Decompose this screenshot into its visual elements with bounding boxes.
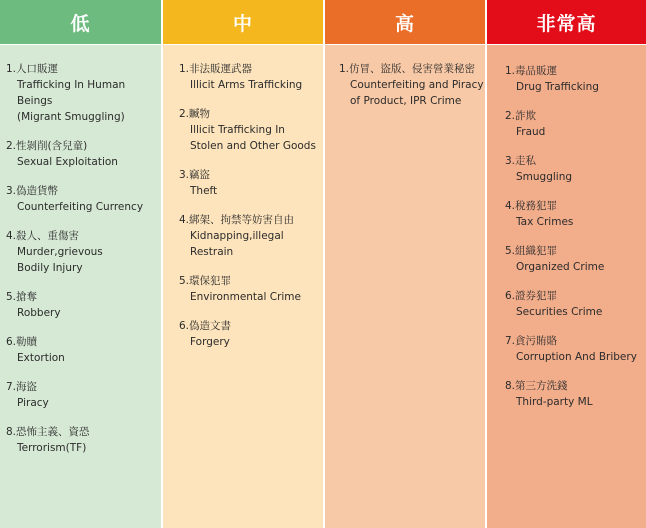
crime-item-english-label: Environmental Crime [190,291,301,303]
crime-item-chinese-label: 2.贓物 [179,108,211,120]
crime-item [6,183,161,215]
crime-item-chinese-label: 2.性剝削(含兒童) [6,140,88,152]
crime-item-chinese-label: 4.殺人、重傷害 [6,230,80,242]
crime-item-english-label: Illicit Arms Trafficking [190,79,303,91]
crime-item-english-label: Counterfeiting Currency [17,201,144,213]
crime-item-chinese-label: 7.貪污賄賂 [505,335,558,347]
crime-item [505,243,646,275]
crime-item [179,318,323,350]
item-list-high [325,45,485,109]
crime-item [6,379,161,411]
crime-item-chinese-label: 6.證券犯罪 [505,290,558,302]
crime-item-english-label: Terrorism(TF) [17,442,87,454]
crime-item-english-label: Trafficking In Human Beings (Migrant Smuggling) [17,79,126,123]
crime-item-chinese-label: 3.走私 [505,155,537,167]
crime-item-english-label: Robbery [17,307,61,319]
crime-item-chinese-label: 2.詐欺 [505,110,537,122]
crime-item [339,61,485,109]
crime-item [505,108,646,140]
crime-item-english-label: Organized Crime [516,261,605,273]
crime-item-english-label: Securities Crime [516,306,603,318]
crime-item-english-label: Tax Crimes [516,216,574,228]
crime-item-chinese-label: 4.綁架、拘禁等妨害自由 [179,214,295,226]
crime-item-chinese-label: 5.組織犯罪 [505,245,558,257]
column-header-low: 低 [0,0,161,44]
crime-item [505,378,646,410]
item-list-low [0,45,161,456]
crime-item [179,212,323,260]
crime-item-english-label: Smuggling [516,171,573,183]
column-header-high: 高 [325,0,485,44]
crime-item [505,198,646,230]
crime-item-english-label: Forgery [190,336,230,348]
crime-item [505,153,646,185]
item-list-very-high [487,45,646,410]
column-low [0,0,161,528]
crime-item-chinese-label: 5.環保犯罪 [179,275,232,287]
crime-item-chinese-label: 1.非法販運武器 [179,63,253,75]
crime-item [505,288,646,320]
crime-item-chinese-label: 1.毒品販運 [505,65,558,77]
crime-item-english-label: Drug Trafficking [516,81,599,93]
crime-item [6,334,161,366]
column-very-high [485,0,646,528]
column-high [323,0,485,528]
crime-item-chinese-label: 5.搶奪 [6,291,38,303]
crime-item-english-label: Corruption And Bribery [516,351,637,363]
crime-item-chinese-label: 7.海盜 [6,381,38,393]
column-body-low [0,45,161,528]
crime-item [179,167,323,199]
crime-item [179,106,323,154]
crime-item-chinese-label: 6.勒贖 [6,336,38,348]
crime-item-english-label: Third-party ML [516,396,593,408]
crime-item-chinese-label: 3.偽造貨幣 [6,185,59,197]
column-body-very-high [487,45,646,528]
column-body-mid [163,45,323,528]
crime-item [505,333,646,365]
crime-item-english-label: Sexual Exploitation [17,156,118,168]
crime-item [6,424,161,456]
column-mid [161,0,323,528]
crime-item-chinese-label: 1.仿冒、盜版、侵害營業秘密 [339,63,476,75]
crime-item-chinese-label: 8.恐怖主義、資恐 [6,426,90,438]
crime-item-english-label: Theft [190,185,218,197]
crime-item [6,138,161,170]
crime-item-english-label: Fraud [516,126,546,138]
crime-item [179,273,323,305]
column-header-very-high: 非常高 [487,0,646,44]
crime-item-english-label: Illicit Trafficking In Stolen and Other Goods [190,124,316,152]
crime-item [6,61,161,125]
crime-item-english-label: Counterfeiting and Piracy of Product, IPR Crime [350,79,484,107]
crime-item-chinese-label: 8.第三方洗錢 [505,380,568,392]
crime-item-english-label: Kidnapping,illegal Restrain [190,230,284,258]
crime-item-chinese-label: 1.人口販運 [6,63,59,75]
crime-item-english-label: Murder,grievous Bodily Injury [17,246,103,274]
crime-item-chinese-label: 3.竊盜 [179,169,211,181]
column-body-high [325,45,485,528]
crime-item-chinese-label: 6.偽造文書 [179,320,232,332]
crime-item [6,289,161,321]
item-list-mid [163,45,323,350]
crime-item-english-label: Piracy [17,397,49,409]
crime-item [6,228,161,276]
crime-item [505,63,646,95]
crime-item-english-label: Extortion [17,352,65,364]
crime-item-chinese-label: 4.稅務犯罪 [505,200,558,212]
crime-item [179,61,323,93]
column-header-mid: 中 [163,0,323,44]
